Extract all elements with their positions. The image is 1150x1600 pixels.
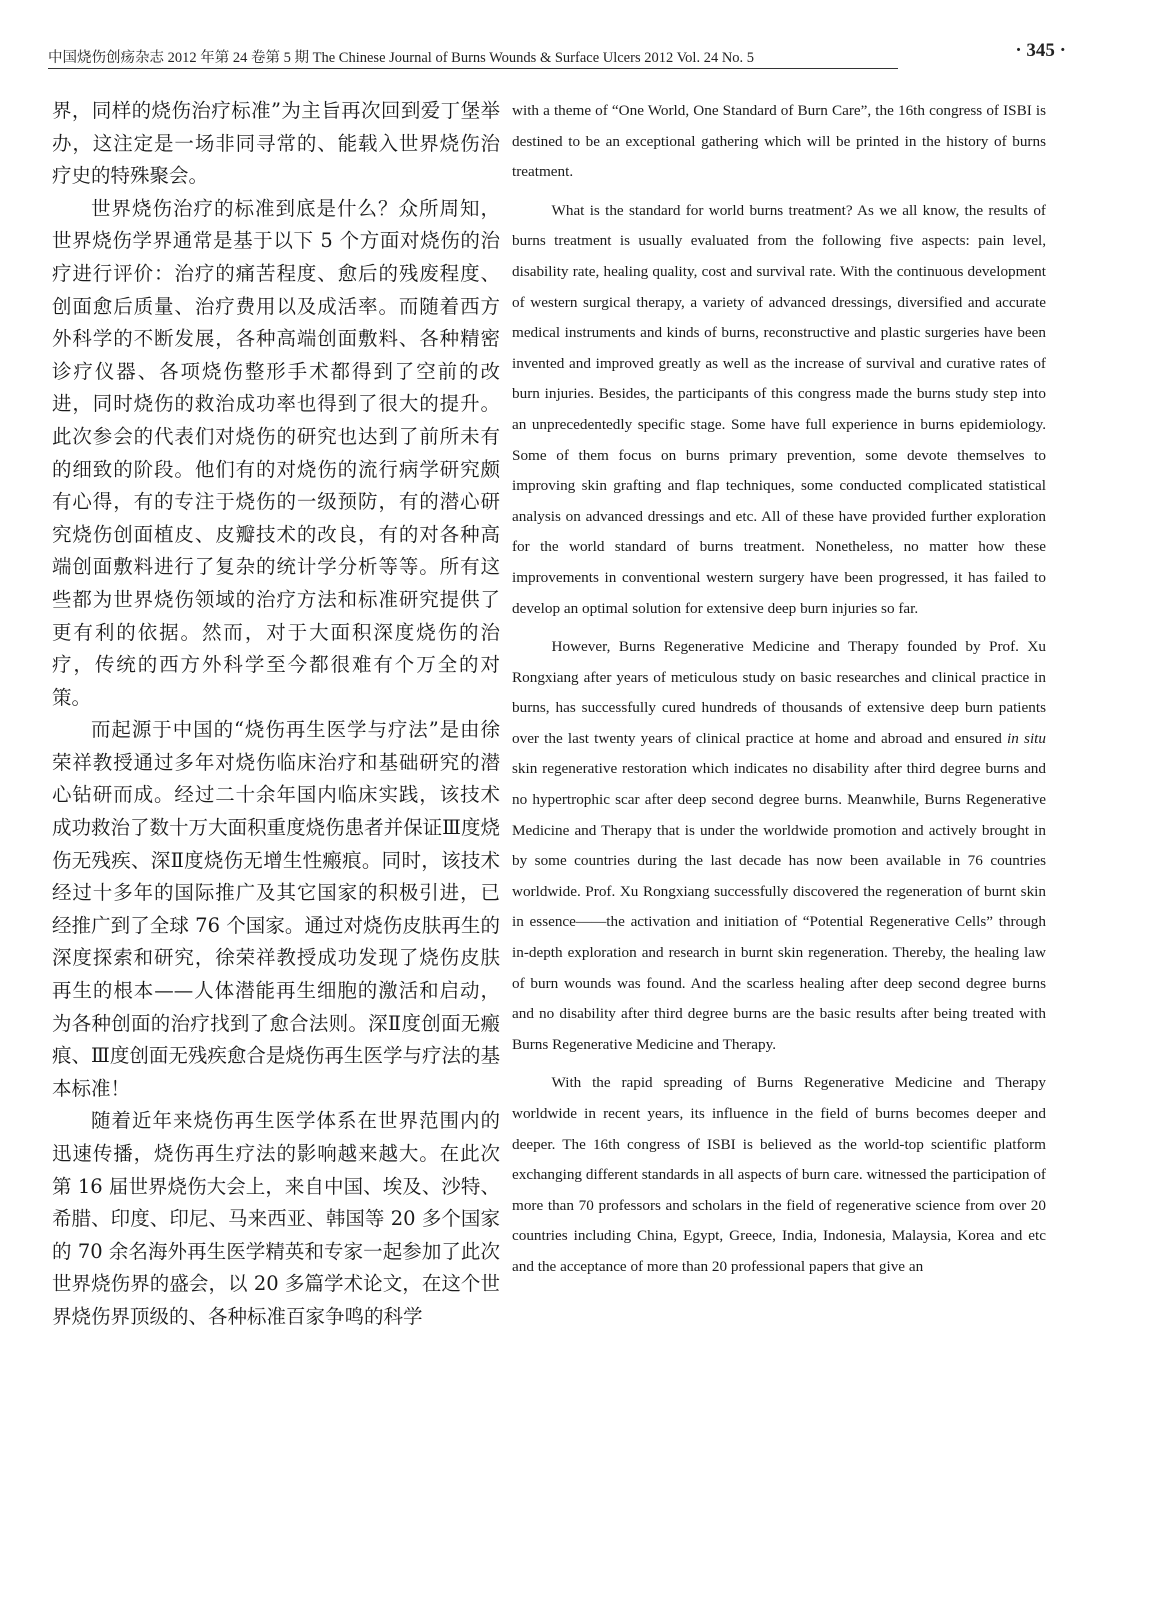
journal-line: 中国烧伤创疡杂志 2012 年第 24 卷第 5 期 The Chinese Journal of Burns Wounds & Surface Ulcers 2012 Vol. 24 No. 5 bbox=[48, 50, 755, 66]
en-paragraph-3 bbox=[512, 632, 1046, 1060]
in-situ-italic: in situ bbox=[1007, 729, 1046, 747]
chinese-column bbox=[52, 95, 500, 1334]
cn-paragraph-3: 而起源于中国的“烧伤再生医学与疗法”是由徐荣祥教授通过多年对烧伤临床治疗和基础研究的潜心钻研而成。经过二十余年国内临床实践，该技术成功救治了数十万大面积重度烧伤患者并保证Ⅲ度烧伤无残疾、深Ⅱ度烧伤无增生性瘢痕。同时，该技术经过十多年的国际推广及其它国家的积极引进，已经推广到了全球 76 个国家。通过对烧伤皮肤再生的深度探索和研究，徐荣祥教授成功发现了烧伤皮肤再生的根本——人体潜能再生细胞的激活和启动，为各种创面的治疗找到了愈合法则。深Ⅱ度创面无瘢痕、Ⅲ度创面无残疾愈合是烧伤再生医学与疗法的基本标准！ bbox=[52, 718, 500, 1100]
cn-paragraph-4: 随着近年来烧伤再生医学体系在世界范围内的迅速传播，烧伤再生疗法的影响越来越大。在此次第 16 届世界烧伤大会上，来自中国、埃及、沙特、希腊、印度、印尼、马来西亚、韩国等 20 多个国家的 70 余名海外再生医学精英和专家一起参加了此次世界烧伤界的盛会，以 20 多篇学术论文，在这个世界烧伤界顶级的、各种标准百家争鸣的科学 bbox=[52, 1109, 500, 1328]
header-rule bbox=[48, 68, 898, 69]
en-paragraph-2: What is the standard for world burns treatment? As we all know, the results of burns treatment is usually evaluated from the following five aspects: pain level, disability rate, healing quality, cost and survival rate. With the continuous development of western surgical therapy, a variety of advanced dressings, diversified and accurate medical instruments and kinds of burns, reconstructive and plastic surgeries have been invented and improved greatly as well as the increase of survival and curative rates of burn injuries. Besides, the participants of this congress made the burns study step into an unprecedentedly specific stage. Some have full experience in burns epidemiology. Some of them focus on burns primary prevention, some devote themselves to improving skin grafting and flap techniques, some conducted complicated statistical analysis on advanced dressings and etc. All of these have provided further exploration for the world standard of burns treatment. Nonetheless, no matter how these improvements in conventional western surgery have been progressed, it has failed to develop an optimal solution for extensive deep burn injuries so far. bbox=[512, 201, 1046, 617]
en-paragraph-3-part-2: skin regenerative restoration which indicates no disability after third degree burns and no hypertrophic scar after deep second degree burns. Meanwhile, Burns Regenerative Medicine and Therapy that is under the worldwide promotion and actively brought in by some countries during the last decade has now been available in 76 countries worldwide. Prof. Xu Rongxiang successfully discovered the regeneration of burnt skin in essence——the activation and initiation of “Potential Regenerative Cells” through in-depth exploration and research in burnt skin regeneration. Thereby, the healing law of burn wounds was found. And the scarless healing after deep second degree burns and no disability after third degree burns are the basic results after being treated with Burns Regenerative Medicine and Therapy. bbox=[512, 760, 1046, 1053]
en-paragraph-1: with a theme of “One World, One Standard of Burn Care”, the 16th congress of ISBI is destined to be an exceptional gathering which will be printed in the history of burns treatment. bbox=[512, 102, 1046, 181]
english-column bbox=[512, 96, 1046, 1291]
page-number: · 345 · bbox=[1015, 40, 1066, 61]
running-header bbox=[48, 40, 1066, 70]
en-paragraph-3-part-1: However, Burns Regenerative Medicine and Therapy founded by Prof. Xu Rongxiang after years of meticulous study on basic researches and clinical practice in burns, has successfully cured hundreds of thousands of extensive deep burn patients over the last twenty years of clinical practice at home and abroad and ensured bbox=[512, 638, 1046, 747]
cn-paragraph-2: 世界烧伤治疗的标准到底是什么？众所周知，世界烧伤学界通常是基于以下 5 个方面对烧伤的治疗进行评价：治疗的痛苦程度、愈后的残废程度、创面愈后质量、治疗费用以及成活率。而随着西方外科学的不断发展，各种高端创面敷料、各种精密诊疗仪器、各项烧伤整形手术都得到了空前的改进，同时烧伤的救治成功率也得到了很大的提升。此次参会的代表们对烧伤的研究也达到了前所未有的细致的阶段。他们有的对烧伤的流行病学研究颇有心得，有的专注于烧伤的一级预防，有的潜心研究烧伤创面植皮、皮瓣技术的改良，有的对各种高端创面敷料进行了复杂的统计学分析等等。所有这些都为世界烧伤领域的治疗方法和标准研究提供了更有利的依据。然而，对于大面积深度烧伤的治疗，传统的西方外科学至今都很难有个万全的对策。 bbox=[52, 196, 500, 709]
en-paragraph-4: With the rapid spreading of Burns Regenerative Medicine and Therapy worldwide in recent years, its influence in the field of burns becomes deeper and deeper. The 16th congress of ISBI is believed as the world-top scientific platform exchanging different standards in all aspects of burn care. witnessed the participation of more than 70 professors and scholars in the field of regenerative science from over 20 countries including China, Egypt, Greece, India, Indonesia, Malaysia, Korea and etc and the acceptance of more than 20 professional papers that give an bbox=[512, 1074, 1046, 1275]
cn-paragraph-1: 界，同样的烧伤治疗标准”为主旨再次回到爱丁堡举办，这注定是一场非同寻常的、能载入世界烧伤治疗史的特殊聚会。 bbox=[52, 99, 500, 188]
